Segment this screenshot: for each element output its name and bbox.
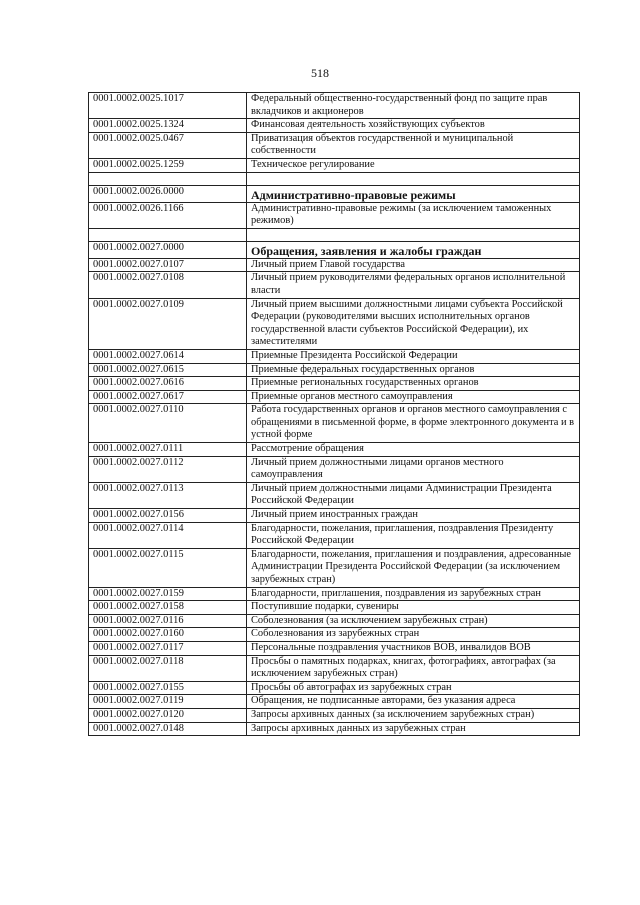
name-cell: Приватизация объектов государственной и муниципальной собственности: [247, 132, 580, 158]
table-row: [89, 522, 580, 548]
name-cell: [247, 172, 580, 185]
name-cell: Личный прием должностными лицами Администрации Президента Российской Федерации: [247, 482, 580, 508]
code-cell: 0001.0002.0027.0116: [89, 614, 247, 628]
table-row: [89, 708, 580, 722]
table-row: [89, 119, 580, 133]
code-cell: [89, 228, 247, 241]
table-row: [89, 377, 580, 391]
table-row: [89, 695, 580, 709]
table-row: [89, 614, 580, 628]
name-cell: Административно-правовые режимы (за исключением таможенных режимов): [247, 202, 580, 228]
code-cell: 0001.0002.0027.0148: [89, 722, 247, 736]
page-number: 518: [311, 66, 329, 80]
name-cell: Личный прием иностранных граждан: [247, 509, 580, 523]
table-row: [89, 132, 580, 158]
code-cell: 0001.0002.0025.1259: [89, 158, 247, 172]
name-cell: Запросы архивных данных (за исключением зарубежных стран): [247, 708, 580, 722]
code-cell: 0001.0002.0027.0000: [89, 241, 247, 258]
name-cell: Соболезнования (за исключением зарубежных стран): [247, 614, 580, 628]
section-row: [89, 185, 580, 202]
name-cell: Личный прием руководителями федеральных органов исполнительной власти: [247, 272, 580, 298]
name-cell: Федеральный общественно-государственный фонд по защите прав вкладчиков и акционеров: [247, 93, 580, 119]
table-row: [89, 628, 580, 642]
name-cell: Просьбы о памятных подарках, книгах, фотографиях, автографах (за исключением зарубежных стран): [247, 655, 580, 681]
table-row: [89, 443, 580, 457]
table-row: [89, 404, 580, 443]
table-row: [89, 482, 580, 508]
name-cell: Финансовая деятельность хозяйствующих субъектов: [247, 119, 580, 133]
name-cell: [247, 228, 580, 241]
code-cell: 0001.0002.0025.1324: [89, 119, 247, 133]
name-cell: Личный прием Главой государства: [247, 258, 580, 272]
table-row: [89, 641, 580, 655]
table-row: [89, 587, 580, 601]
name-cell: Обращения, не подписанные авторами, без указания адреса: [247, 695, 580, 709]
code-cell: 0001.0002.0027.0118: [89, 655, 247, 681]
name-cell: Запросы архивных данных из зарубежных стран: [247, 722, 580, 736]
spacer-row: [89, 172, 580, 185]
code-cell: 0001.0002.0025.0467: [89, 132, 247, 158]
table-row: [89, 548, 580, 587]
code-cell: 0001.0002.0027.0614: [89, 349, 247, 363]
table-row: [89, 202, 580, 228]
code-cell: 0001.0002.0027.0156: [89, 509, 247, 523]
code-cell: 0001.0002.0027.0107: [89, 258, 247, 272]
table-row: [89, 258, 580, 272]
name-cell: Личный прием высшими должностными лицами субъекта Российской Федерации (руководителями высших исполнительных органов государственной власти субъектов Российской Федерации), их заместителями: [247, 298, 580, 349]
code-cell: 0001.0002.0025.1017: [89, 93, 247, 119]
table-row: [89, 681, 580, 695]
section-title: Административно-правовые режимы: [247, 185, 580, 202]
code-cell: 0001.0002.0027.0111: [89, 443, 247, 457]
classifier-rows: [89, 93, 580, 736]
table-row: [89, 655, 580, 681]
name-cell: Персональные поздравления участников ВОВ, инвалидов ВОВ: [247, 641, 580, 655]
name-cell: Приемные региональных государственных органов: [247, 377, 580, 391]
name-cell: Приемные Президента Российской Федерации: [247, 349, 580, 363]
code-cell: 0001.0002.0027.0115: [89, 548, 247, 587]
name-cell: Благодарности, пожелания, приглашения и поздравления, адресованные Администрации Президента Российской Федерации (за исключением зарубежных стран): [247, 548, 580, 587]
code-cell: 0001.0002.0026.0000: [89, 185, 247, 202]
code-cell: 0001.0002.0027.0109: [89, 298, 247, 349]
code-cell: 0001.0002.0027.0155: [89, 681, 247, 695]
name-cell: Рассмотрение обращения: [247, 443, 580, 457]
code-cell: 0001.0002.0027.0616: [89, 377, 247, 391]
code-cell: 0001.0002.0027.0617: [89, 390, 247, 404]
code-cell: 0001.0002.0027.0158: [89, 601, 247, 615]
name-cell: Благодарности, приглашения, поздравления из зарубежных стран: [247, 587, 580, 601]
name-cell: Поступившие подарки, сувениры: [247, 601, 580, 615]
code-cell: 0001.0002.0027.0114: [89, 522, 247, 548]
table-row: [89, 722, 580, 736]
code-cell: 0001.0002.0027.0120: [89, 708, 247, 722]
table-row: [89, 349, 580, 363]
table-row: [89, 390, 580, 404]
code-cell: 0001.0002.0027.0160: [89, 628, 247, 642]
section-title: Обращения, заявления и жалобы граждан: [247, 241, 580, 258]
classifier-table: [88, 92, 580, 736]
table-row: [89, 601, 580, 615]
name-cell: Приемные органов местного самоуправления: [247, 390, 580, 404]
code-cell: 0001.0002.0027.0119: [89, 695, 247, 709]
code-cell: 0001.0002.0027.0159: [89, 587, 247, 601]
code-cell: 0001.0002.0027.0112: [89, 456, 247, 482]
name-cell: Приемные федеральных государственных органов: [247, 363, 580, 377]
code-cell: [89, 172, 247, 185]
name-cell: Просьбы об автографах из зарубежных стран: [247, 681, 580, 695]
table-row: [89, 456, 580, 482]
table-row: [89, 158, 580, 172]
table-row: [89, 93, 580, 119]
name-cell: Личный прием должностными лицами органов местного самоуправления: [247, 456, 580, 482]
code-cell: 0001.0002.0027.0113: [89, 482, 247, 508]
table-row: [89, 363, 580, 377]
name-cell: Работа государственных органов и органов местного самоуправления с обращениями в письменной форме, в форме электронного документа и в устной форме: [247, 404, 580, 443]
code-cell: 0001.0002.0027.0110: [89, 404, 247, 443]
name-cell: Соболезнования из зарубежных стран: [247, 628, 580, 642]
code-cell: 0001.0002.0027.0117: [89, 641, 247, 655]
name-cell: Благодарности, пожелания, приглашения, поздравления Президенту Российской Федерации: [247, 522, 580, 548]
spacer-row: [89, 228, 580, 241]
table-row: [89, 509, 580, 523]
name-cell: Техническое регулирование: [247, 158, 580, 172]
code-cell: 0001.0002.0026.1166: [89, 202, 247, 228]
code-cell: 0001.0002.0027.0108: [89, 272, 247, 298]
table-row: [89, 272, 580, 298]
section-row: [89, 241, 580, 258]
table-row: [89, 298, 580, 349]
code-cell: 0001.0002.0027.0615: [89, 363, 247, 377]
